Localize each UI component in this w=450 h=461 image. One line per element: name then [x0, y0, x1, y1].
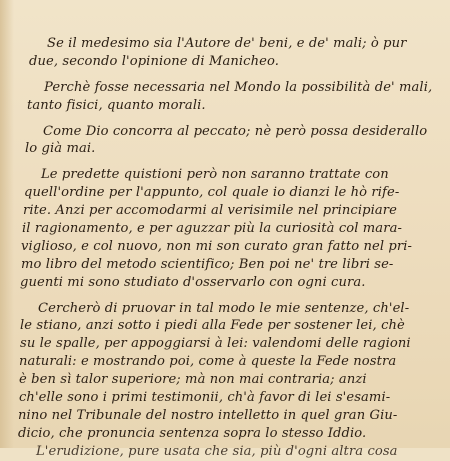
- paragraph-faith: [0, 300, 450, 443]
- text-line: viglioso, e col nuovo, non mi son curato gran fatto nel pri-: [21, 238, 413, 254]
- text-line: le stiano, anzi sotto i piedi alla Fede per sostener lei, chè: [20, 318, 405, 334]
- text-line: Le predette quistioni però non saranno trattate con: [41, 167, 389, 183]
- paragraph-authors: [0, 35, 450, 71]
- text-line: quell'ordine per l'appunto, col quale io dianzi le hò rife-: [24, 185, 400, 201]
- text-line: rite. Anzi per accomodarmi al verisimile nel principiare: [23, 203, 397, 219]
- text-line: nino nel Tribunale del nostro intelletto in quel gran Giu-: [18, 407, 398, 423]
- text-line: ch'elle sono i primi testimonii, ch'à favor di lei s'esami-: [19, 390, 391, 406]
- text-line: lo già mai.: [25, 141, 96, 157]
- text-line: due, secondo l'opinione di Manicheo.: [29, 53, 280, 69]
- text-line: dicio, che pronuncia sentenza sopra lo stesso Iddio.: [18, 425, 367, 441]
- text-line: il ragionamento, e per aguzzar più la curiosità col mara-: [22, 221, 403, 237]
- paragraph-erudition-partial: [0, 443, 450, 459]
- text-line: naturali: e mostrando poi, come à queste la Fede nostra: [19, 354, 397, 370]
- text-line: Come Dio concorra al peccato; nè però possa desiderallo: [43, 123, 428, 139]
- text-line-cut-off: L'erudizione, pure usata che sia, più d'ogni altra cosa: [36, 443, 398, 459]
- text-line: è ben sì talor superiore; mà non mai contraria; anzi: [19, 372, 367, 388]
- text-line: su le spalle, per appoggiarsi à lei: valendomi delle ragioni: [20, 336, 411, 352]
- text-line: tanto fisici, quanto morali.: [27, 97, 206, 113]
- text-line: mo libro del metodo scientifico; Ben poi ne' tre libri se-: [21, 256, 394, 272]
- paragraph-possibility: [0, 79, 450, 115]
- text-line: Cercherò di pruovar in tal modo le mie sentenze, ch'el-: [38, 300, 410, 316]
- paragraph-concurrence: [0, 123, 450, 159]
- page-text: [0, 35, 450, 459]
- text-line: guenti mi sono studiato d'osservarlo con ogni cura.: [20, 274, 366, 290]
- text-line: Se il medesimo sia l'Autore de' beni, e de' mali; ò pur: [47, 36, 407, 51]
- paragraph-method: [0, 166, 450, 291]
- text-line: Perchè fosse necessaria nel Mondo la possibilità de' mali,: [44, 79, 433, 95]
